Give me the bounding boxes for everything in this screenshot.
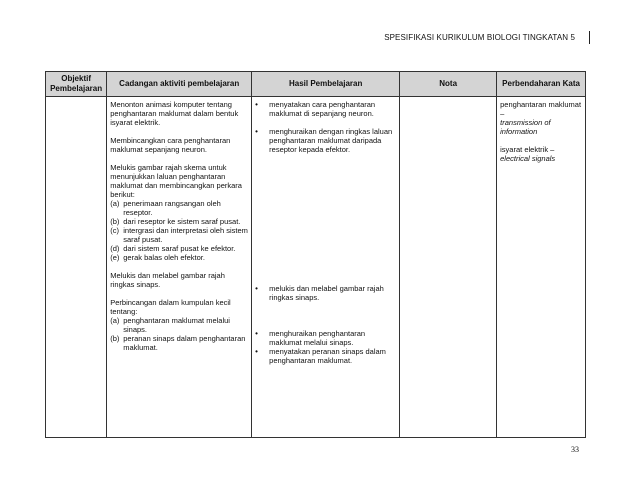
- bullet-icon: •: [255, 347, 258, 356]
- list-item-label: (e): [110, 253, 120, 262]
- vocabulary-translation: transmission of information: [500, 118, 551, 136]
- page-number: 33: [571, 445, 579, 454]
- table-header-row: [46, 72, 586, 97]
- outcome-text: melukis dan melabel gambar rajah ringkas sinaps.: [269, 284, 384, 302]
- activity-paragraph: Membincangkan cara penghantaran maklumat sepanjang neuron.: [110, 136, 231, 154]
- vocabulary-cell: [497, 97, 586, 438]
- vocabulary-term: isyarat elektrik –: [500, 145, 555, 154]
- list-item-label: (b): [110, 334, 120, 343]
- list-item-text: dari reseptor ke sistem saraf pusat.: [123, 217, 241, 226]
- header-title: SPESIFIKASI KURIKULUM BIOLOGI TINGKATAN 5: [384, 33, 575, 42]
- notes-cell: [400, 97, 497, 438]
- bullet-icon: •: [255, 100, 258, 109]
- outcome-item: [255, 347, 396, 365]
- activity-list-item: [110, 334, 248, 352]
- bullet-icon: •: [255, 127, 258, 136]
- syllabus-table: [45, 71, 586, 438]
- list-item-text: dari sistem saraf pusat ke efektor.: [123, 244, 236, 253]
- list-item-text: gerak balas oleh efektor.: [123, 253, 205, 262]
- list-item-label: (d): [110, 244, 120, 253]
- activity-list-item: [110, 199, 248, 217]
- list-item-label: (b): [110, 217, 120, 226]
- column-header-vocabulary: Perbendaharan Kata: [497, 72, 586, 97]
- outcome-item: [255, 100, 396, 118]
- activities-cell: [107, 97, 252, 438]
- activity-list-item: [110, 253, 248, 262]
- list-item-label: (a): [110, 199, 120, 208]
- column-header-notes: Nota: [400, 72, 497, 97]
- activity-paragraph-with-list: [110, 298, 248, 352]
- activity-intro: Perbincangan dalam kumpulan kecil tentang:: [110, 298, 231, 316]
- bullet-icon: •: [255, 329, 258, 338]
- outcomes-cell: [252, 97, 400, 438]
- list-item-label: (a): [110, 316, 120, 325]
- list-item-text: penghantaran maklumat melalui sinaps.: [123, 316, 230, 334]
- activity-list-item: [110, 217, 248, 226]
- list-item-text: penerimaan rangsangan oleh reseptor.: [123, 199, 221, 217]
- column-header-outcomes: Hasil Pembelajaran: [252, 72, 400, 97]
- page-header: [360, 33, 590, 49]
- outcome-text: menghuraikan dengan ringkas laluan penghantaran maklumat daripada reseptor kepada efektor.: [269, 127, 393, 154]
- list-item-text: intergrasi dan interpretasi oleh sistem saraf pusat.: [123, 226, 248, 244]
- vocabulary-item: [500, 100, 582, 136]
- outcome-item: [255, 127, 396, 154]
- vocabulary-item: [500, 145, 582, 163]
- activity-list-item: [110, 316, 248, 334]
- activity-list-item: [110, 226, 248, 244]
- column-header-objective: Objektif Pembelajaran: [46, 72, 107, 97]
- outcome-text: menyatakan cara penghantaran maklumat di sepanjang neuron.: [269, 100, 376, 118]
- vocabulary-translation: electrical signals: [500, 154, 556, 163]
- activity-intro: Melukis gambar rajah skema untuk menunjukkan laluan penghantaran maklumat dan membincangkan perkara berikut:: [110, 163, 242, 199]
- objective-cell: [46, 97, 107, 438]
- outcome-text: menghuraikan penghantaran maklumat melalui sinaps.: [269, 329, 366, 347]
- list-item-label: (c): [110, 226, 119, 235]
- column-header-activities: Cadangan aktiviti pembelajaran: [107, 72, 252, 97]
- header-rule: [589, 31, 590, 44]
- bullet-icon: •: [255, 284, 258, 293]
- outcome-item: [255, 284, 396, 302]
- list-item-text: peranan sinaps dalam penghantaran maklumat.: [123, 334, 246, 352]
- vocabulary-term: penghantaran maklumat –: [500, 100, 582, 118]
- activity-paragraph-with-list: [110, 163, 248, 262]
- activity-paragraph: Melukis dan melabel gambar rajah ringkas sinaps.: [110, 271, 225, 289]
- activity-paragraph: Menonton animasi komputer tentang penghantaran maklumat dalam bentuk isyarat elektrik.: [110, 100, 239, 127]
- table-row: [46, 97, 586, 438]
- activity-list-item: [110, 244, 248, 253]
- outcome-text: menyatakan peranan sinaps dalam penghantaran maklumat.: [269, 347, 386, 365]
- outcome-item: [255, 329, 396, 347]
